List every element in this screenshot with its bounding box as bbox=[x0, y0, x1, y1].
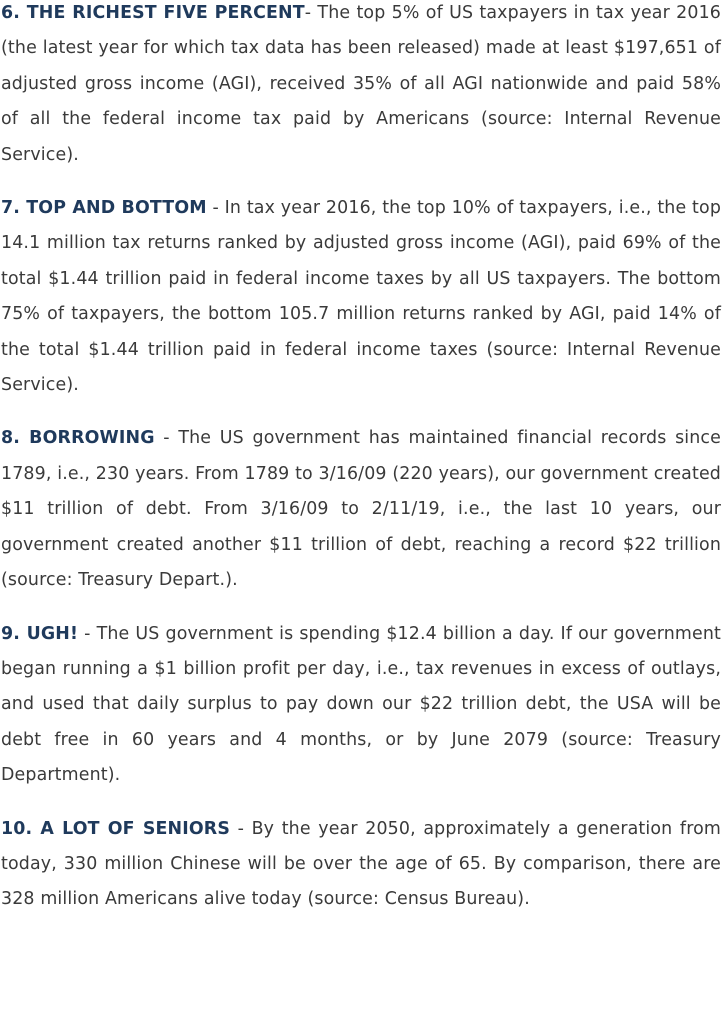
item-heading: 9. UGH! bbox=[1, 623, 79, 644]
article-content bbox=[1, 0, 721, 936]
item-body: The top 5% of US taxpayers in tax year 2016 (the latest year for which tax data has been released) made at least $197,651 of adjusted gross income (AGI), received 35% of all AGI nationwide and paid 58% of all the federal income tax paid by Americans (source: Internal Revenue Service). bbox=[1, 3, 721, 165]
list-item bbox=[1, 617, 721, 794]
item-body: By the year 2050, approximately a generation from today, 330 million Chinese will be over the age of 65. By comparison, there are 328 million Americans alive today (source: Census Bureau). bbox=[1, 818, 721, 910]
list-item bbox=[1, 191, 721, 403]
list-item bbox=[1, 421, 721, 598]
item-heading: 7. TOP AND BOTTOM bbox=[1, 198, 207, 219]
item-separator: - bbox=[154, 428, 179, 449]
item-separator: - bbox=[304, 3, 318, 23]
item-separator: - bbox=[230, 818, 252, 839]
item-separator: - bbox=[206, 198, 225, 219]
item-body: The US government is spending $12.4 billion a day. If our government began running a $1 billion profit per day, i.e., tax revenues in excess of outlays, and used that daily surplus to pay down our $22 trillion debt, the USA will be debt free in 60 years and 4 months, or by June 2079 (source: Treasury Department). bbox=[1, 623, 721, 786]
item-body: The US government has maintained financial records since 1789, i.e., 230 years. From 1789 to 3/16/09 (220 years), our government created $11 trillion of debt. From 3/16/09 to 2/11/19, i.e., the last 10 years, our government created another $11 trillion of debt, reaching a record $22 trillion (source: Treasury Depart.). bbox=[1, 428, 721, 591]
item-heading: 6. THE RICHEST FIVE PERCENT bbox=[1, 3, 305, 23]
list-item bbox=[1, 812, 721, 918]
item-separator: - bbox=[78, 623, 97, 644]
item-heading: 10. A LOT OF SENIORS bbox=[1, 818, 230, 839]
list-item bbox=[1, 0, 721, 173]
item-body: In tax year 2016, the top 10% of taxpayers, i.e., the top 14.1 million tax returns ranked by adjusted gross income (AGI), paid 69% of the total $1.44 trillion paid in federal income taxes by all US taxpayers. The bottom 75% of taxpayers, the bottom 105.7 million returns ranked by AGI, paid 14% of the total $1.44 trillion paid in federal income taxes (source: Internal Revenue Service). bbox=[1, 198, 722, 396]
item-heading: 8. BORROWING bbox=[1, 428, 155, 449]
